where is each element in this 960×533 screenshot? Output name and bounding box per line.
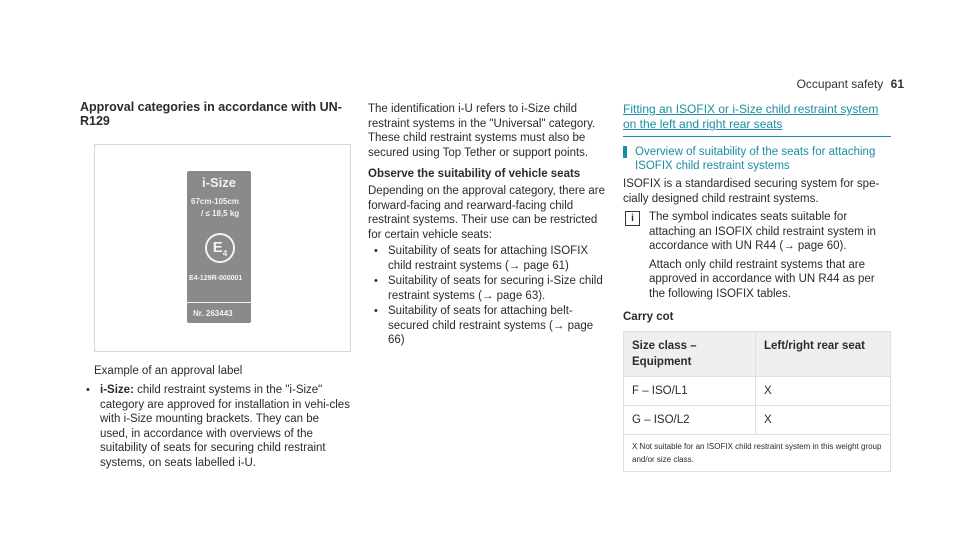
table-footnote-row — [624, 435, 891, 472]
figure-caption: Example of an approval label — [94, 365, 243, 377]
fitting-isofix-heading: Fitting an ISOFIX or i-Size child restraint system on the left and right rear seats — [623, 102, 891, 137]
carry-cot-table — [623, 331, 891, 472]
plate-approval-code: E4-129R-000001 — [189, 275, 243, 282]
isofix-description: ISOFIX is a standardised securing system for spe-cially designed child restraint systems. — [623, 178, 880, 205]
size-class-cell: F – ISO/L1 — [624, 377, 756, 406]
page-header — [797, 77, 904, 91]
list-item: • Suitability of seats for attaching ISOFIX child restraint systems (→ page 61) — [374, 245, 589, 272]
i-u-intro: The identification i-U refers to i-Size child restraint systems in the "Universal" category. These child restraint systems must also be secured using Top Tether or support points. — [368, 103, 596, 159]
table-row — [624, 377, 891, 406]
middle-column — [368, 102, 608, 349]
isofix-note — [623, 210, 891, 301]
e-mark-icon: $E_4$ — [205, 233, 235, 263]
approval-categories-heading: Approval categories in accordance with UN-R129 — [80, 100, 342, 128]
suitability-cell: X — [756, 377, 891, 406]
plate-size-range: 67cm-105cm — [191, 197, 240, 206]
plate-divider — [187, 302, 251, 303]
arrow-icon: → — [481, 289, 497, 302]
bullet-icon: • — [374, 245, 378, 257]
i-size-term: i-Size: — [100, 384, 134, 396]
page-reference-link[interactable]: page 63). — [496, 289, 546, 302]
suitability-cell: X — [756, 406, 891, 435]
suitability-list — [374, 244, 608, 348]
right-column — [623, 102, 891, 472]
note-text-2: Attach only child restraint systems that are approved in accordance with UN R44 as per the following ISOFIX tables. — [649, 258, 875, 300]
arrow-icon: → — [508, 259, 524, 272]
i-size-bullet — [86, 383, 350, 470]
plate-serial-number: Nr. 263443 — [193, 309, 233, 318]
left-column — [80, 100, 350, 470]
section-marker-icon — [623, 146, 627, 158]
arrow-icon: → — [552, 319, 568, 332]
overview-subheading: Overview of suitability of the seats for attaching ISOFIX child restraint systems — [623, 145, 891, 173]
page-number: 61 — [890, 77, 904, 91]
plate-weight: / ≤ 18,5 kg — [201, 209, 240, 218]
bullet-icon: • — [86, 384, 90, 396]
column-header-seat: Left/right rear seat — [756, 332, 891, 377]
list-item: • Suitability of seats for securing i-Size child restraint systems (→ page 63). — [374, 275, 603, 302]
suitability-heading: Observe the suitability of vehicle seats — [368, 168, 581, 180]
table-header-row — [624, 332, 891, 377]
approval-label-figure — [94, 144, 351, 352]
carry-cot-heading: Carry cot — [623, 311, 674, 323]
note-text-1: The symbol indicates seats suitable for attaching an ISOFIX child restraint system in accordance with UN R44 (→ page 60). — [649, 211, 876, 252]
list-item: • Suitability of seats for attaching belt-secured child restraint systems (→ page 66) — [374, 305, 594, 346]
approval-label-plate — [187, 171, 251, 323]
column-header-size-class: Size class – Equipment — [624, 332, 756, 377]
plate-title: i-Size — [202, 175, 236, 190]
table-footnote: X Not suitable for an ISOFIX child restraint system in this weight group and/or size class. — [624, 435, 891, 472]
table-row — [624, 406, 891, 435]
page-reference-link[interactable]: page 66) — [388, 319, 594, 346]
i-size-description: child restraint systems in the "i-Size" category are approved for installation in vehi-cles with i-Size mounting brackets. They can be used, in accordance with overviews of the suitability of seats for securing child restraint systems, on seats labelled i-U. — [100, 384, 350, 469]
isofix-symbol-icon: i — [625, 211, 640, 226]
suitability-body: Depending on the approval category, there are forward-facing and rearward-facing child restraint systems. Their use can be restricted for certain vehicle seats: — [368, 185, 605, 241]
section-title: Occupant safety — [796, 77, 884, 91]
bullet-icon: • — [374, 275, 378, 287]
page-reference-link[interactable]: page 61) — [523, 259, 569, 272]
bullet-icon: • — [374, 305, 378, 317]
size-class-cell: G – ISO/L2 — [624, 406, 756, 435]
